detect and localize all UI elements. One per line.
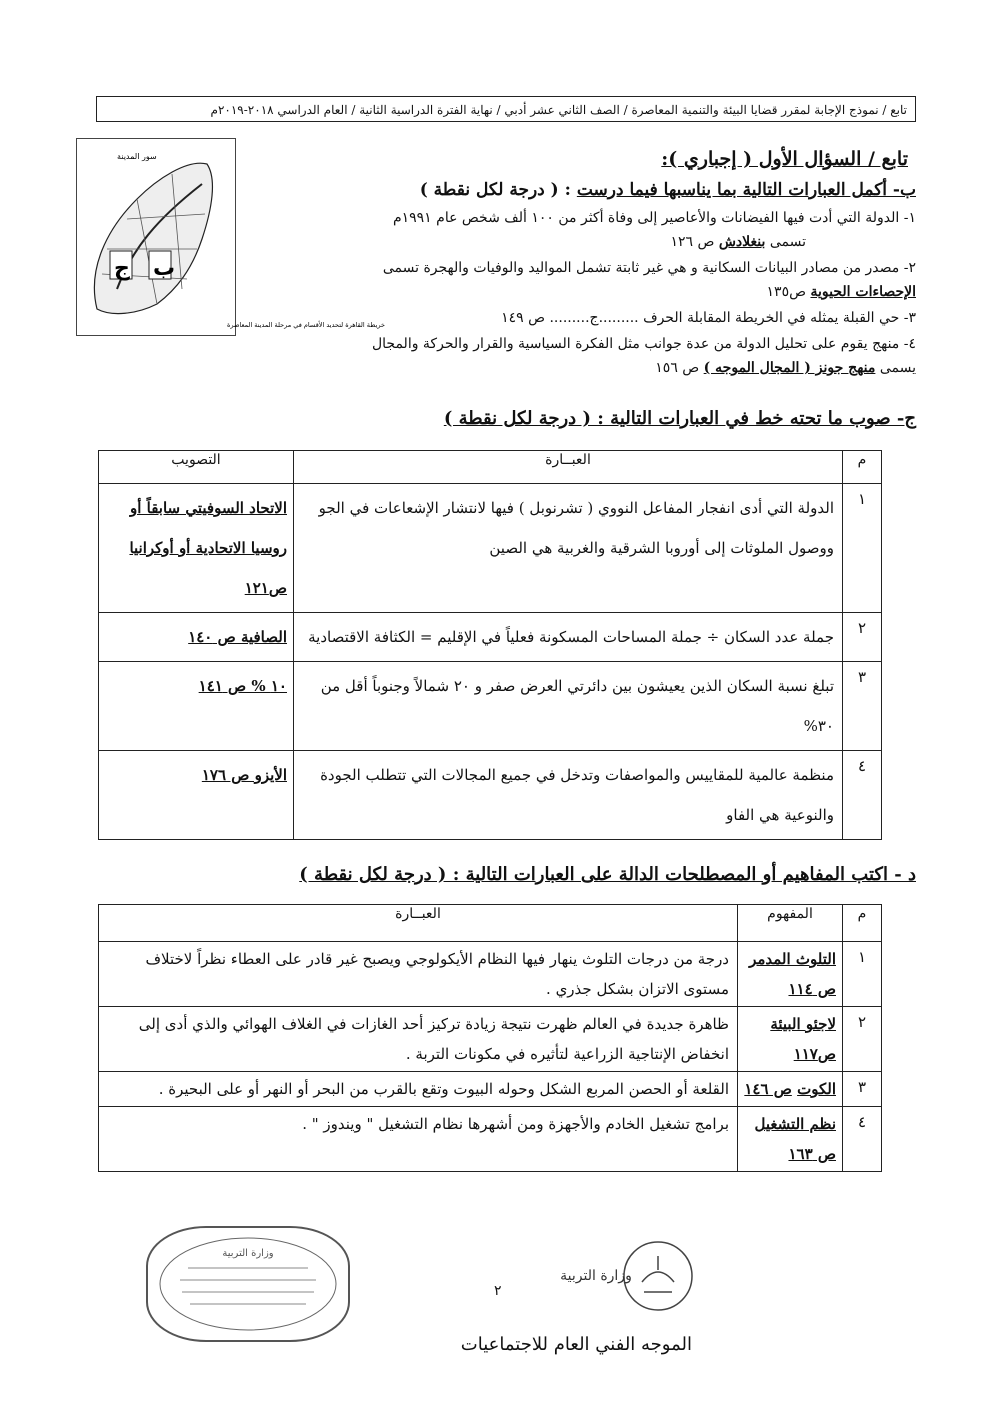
part-b-item-3: ٣- حي القبلة يمثله في الخريطة المقابلة الحرف .........ج......... ص ١٤٩ <box>501 310 916 326</box>
header-statement: العبــارة <box>294 451 843 484</box>
stamp-graphic <box>148 1228 348 1340</box>
part-b-heading: ب- أكمل العبارات التالية بما يناسبها فيما درست <box>576 180 916 200</box>
header-correction: التصويب <box>99 451 294 484</box>
part-b-item-4: ٤- منهج يقوم على تحليل الدولة من عدة جوانب مثل الفكرة السياسية والقرار والحركة والمجال يسمى منهج جونز ( المجال الموجه ) ص ١٥٦ <box>371 336 916 376</box>
table-row: ٤ منظمة عالمية للمقاييس والمواصفات وتدخل في جميع المجالات التي تتطلب الجودة والنوعية هي الفاو الأيزو ص ١٧٦ <box>99 751 882 840</box>
part-d-title: د - اكتب المفاهيم أو المصطلحات الدالة على العبارات التالية : ( درجة لكل نقطة ) <box>299 864 916 885</box>
table-header-row <box>99 451 882 484</box>
map-figure <box>76 138 385 336</box>
part-b-title <box>420 180 916 200</box>
table-row: ١ التلوث المدمر ص ١١٤ درجة من درجات التلوث ينهار فيها النظام الأيكولوجي ويصبح غير قادر على العطاء نظراً لاختلاف مستوى الاتزان بشكل جذري . <box>99 942 882 1007</box>
part-b-item-1: ١- الدولة التي أدت فيها الفيضانات والأعاصير إلى وفاة أكثر من ١٠٠ ألف شخص عام ١٩٩١م تسمى بنغلادش ص ١٢٦ <box>392 210 916 250</box>
cairo-map <box>77 139 385 335</box>
map-letter-baa: ب <box>153 256 176 281</box>
ministry-seal <box>552 1222 764 1330</box>
map-caption: خريطة القاهرة لتحديد الأقسام في مرحلة المدينة المعاصرة <box>227 321 385 329</box>
answer-4: منهج جونز ( المجال الموجه ) <box>703 360 876 376</box>
table-row: ٣ تبلغ نسبة السكان الذين يعيشون بين دائرتي العرض صفر و ٢٠ شمالاً وجنوباً أقل من ٣٠% ١٠ % ص ١٤١ <box>99 662 882 751</box>
table-header-row <box>99 905 882 942</box>
answer-1: بنغلادش <box>718 234 766 250</box>
part-d-table <box>98 904 882 1172</box>
part-c-table <box>98 450 882 840</box>
stamp-text: وزارة التربية <box>222 1248 274 1259</box>
office-stamp <box>146 1226 350 1342</box>
part-b-item-2: ٢- مصدر من مصادر البيانات السكانية و هي غير ثابتة تشمل المواليد والوفيات والهجرة تسمى الإحصاءات الحيوية ص١٣٥ <box>382 260 916 300</box>
exam-header: تابع / نموذج الإجابة لمقرر قضايا البيئة والتنمية المعاصرة / الصف الثاني عشر أدبي / نهاية الفترة الدراسية الثانية / العام الدراسي ٢٠١٨-٢٠١٩م <box>96 96 916 122</box>
part-c-title: ج- صوب ما تحته خط في العبارات التالية : ( درجة لكل نقطة ) <box>443 408 916 429</box>
header-statement: العبــارة <box>99 905 738 942</box>
map-label-top: سور المدينة <box>117 152 157 161</box>
seal-graphic <box>552 1222 764 1330</box>
table-row: ٤ نظم التشغيل ص ١٦٣ برامج تشغيل الخادم والأجهزة ومن أشهرها نظام التشغيل " ويندوز " . <box>99 1107 882 1172</box>
table-row: ١ الدولة التي أدى انفجار المفاعل النووي ( تشرنوبل ) فيها لانتشار الإشعاعات في الجو ووصول الملوثات إلى أوروبا الشرقية والغربية هي الصين الاتحاد السوفيتي سابقاً أو روسيا الاتحادية أو أوكرانيا ص١٢١ <box>99 484 882 613</box>
table-row: ٣ الكوت ص ١٤٦ القلعة أو الحصن المربع الشكل وحوله البيوت وتقع بالقرب من البحر أو النهر أو على البحيرة . <box>99 1072 882 1107</box>
header-num: م <box>843 451 882 484</box>
answer-2: الإحصاءات الحيوية <box>810 284 916 300</box>
question-1-title: تابع / السؤال الأول ( إجباري ): <box>661 148 908 170</box>
map-letter-jeem: ج <box>114 256 130 281</box>
header-concept: المفهوم <box>738 905 843 942</box>
part-b-score: : ( درجة لكل نقطة ) <box>419 180 571 200</box>
supervisor-signature: الموجه الفني العام للاجتماعيات <box>460 1334 692 1355</box>
table-row: ٢ جملة عدد السكان ÷ جملة المساحات المسكونة فعلياً في الإقليم = الكثافة الاقتصادية الصافية ص ١٤٠ <box>99 613 882 662</box>
table-row: ٢ لاجئو البيئة ص١١٧ ظاهرة جديدة في العالم ظهرت نتيجة زيادة تركيز أحد الغازات في الغلاف الهوائي والذي أدى إلى انخفاض الإنتاجية الزراعية لتأثيره في مكونات التربة . <box>99 1007 882 1072</box>
header-num: م <box>843 905 882 942</box>
seal-text: وزارة التربية <box>560 1268 632 1284</box>
page-number: ٢ <box>494 1283 502 1299</box>
